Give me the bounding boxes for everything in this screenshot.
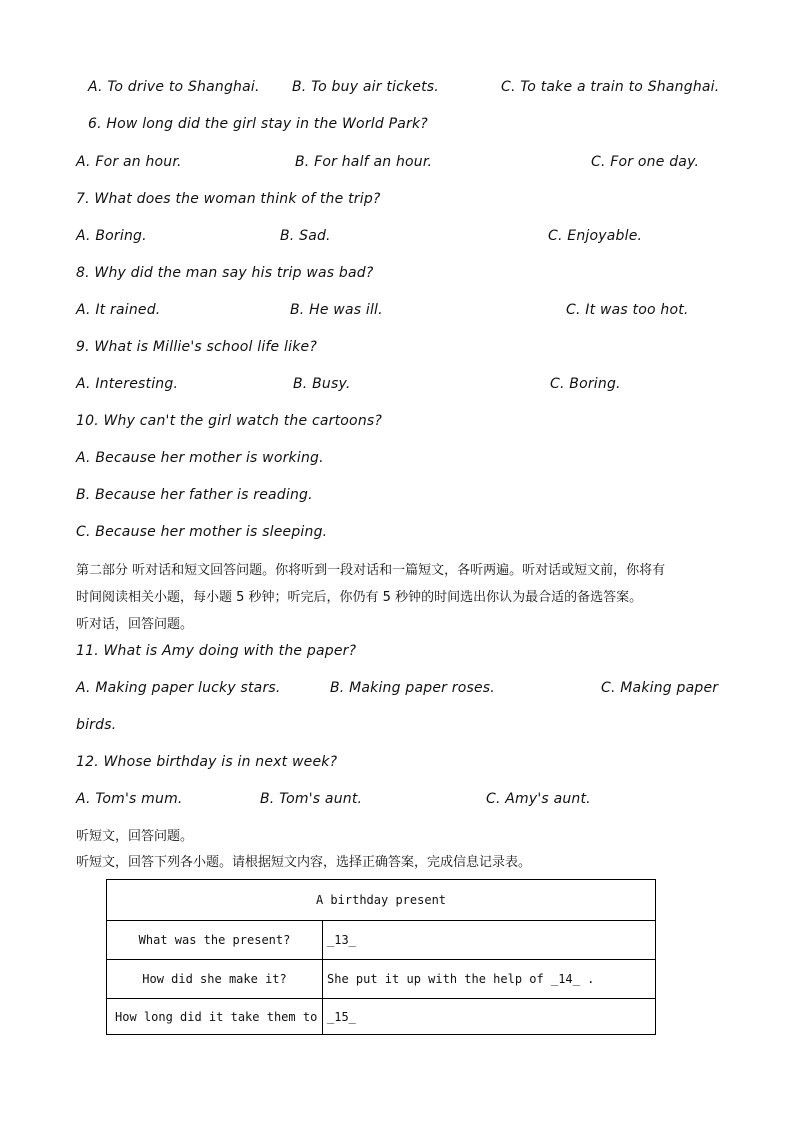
table-row bbox=[107, 960, 656, 999]
q12-option-a: A. Tom's mum. bbox=[76, 791, 183, 807]
passage-instruction: 听短文，回答下列各小题。请根据短文内容，选择正确答案，完成信息记录表。 bbox=[76, 855, 532, 870]
q9-option-a: A. Interesting. bbox=[76, 376, 179, 392]
table-title-row bbox=[107, 880, 656, 921]
q8-question: 8. Why did the man say his trip was bad? bbox=[76, 265, 374, 281]
q9-option-b: B. Busy. bbox=[293, 376, 351, 392]
q5-option-c: C. To take a train to Shanghai. bbox=[501, 79, 720, 95]
q6-option-a: A. For an hour. bbox=[76, 154, 182, 170]
q12-option-b: B. Tom's aunt. bbox=[260, 791, 363, 807]
table-answer-cell: She put it up with the help of _14_ . bbox=[323, 960, 656, 999]
q5-option-a: A. To drive to Shanghai. bbox=[88, 79, 260, 95]
table-question-cell: How did she make it? bbox=[107, 960, 323, 999]
q7-question: 7. What does the woman think of the trip? bbox=[76, 191, 381, 207]
table-title: A birthday present bbox=[107, 880, 656, 921]
q11-option-a: A. Making paper lucky stars. bbox=[76, 680, 281, 696]
q7-option-c: C. Enjoyable. bbox=[548, 228, 643, 244]
q6-option-c: C. For one day. bbox=[591, 154, 700, 170]
q10-option-a: A. Because her mother is working. bbox=[76, 450, 324, 466]
q10-question: 10. Why can't the girl watch the cartoons? bbox=[76, 413, 383, 429]
table-question-cell: What was the present? bbox=[107, 921, 323, 960]
table-answer-cell: _15_ bbox=[323, 999, 656, 1035]
q12-option-c: C. Amy's aunt. bbox=[486, 791, 591, 807]
q6-question: 6. How long did the girl stay in the World Park? bbox=[88, 116, 428, 132]
q10-option-b: B. Because her father is reading. bbox=[76, 487, 313, 503]
q5-option-b: B. To buy air tickets. bbox=[292, 79, 439, 95]
dialogue-label: 听对话，回答问题。 bbox=[76, 617, 194, 632]
q7-option-b: B. Sad. bbox=[280, 228, 331, 244]
q8-option-c: C. It was too hot. bbox=[566, 302, 689, 318]
table-row bbox=[107, 921, 656, 960]
q10-option-c: C. Because her mother is sleeping. bbox=[76, 524, 328, 540]
q11-option-b: B. Making paper roses. bbox=[330, 680, 495, 696]
q12-question: 12. Whose birthday is in next week? bbox=[76, 754, 338, 770]
q6-option-b: B. For half an hour. bbox=[295, 154, 433, 170]
passage-label: 听短文，回答问题。 bbox=[76, 829, 194, 844]
q9-question: 9. What is Millie's school life like? bbox=[76, 339, 317, 355]
q11-option-c-continued: birds. bbox=[76, 717, 117, 733]
table-answer-cell: _13_ bbox=[323, 921, 656, 960]
q7-option-a: A. Boring. bbox=[76, 228, 147, 244]
q8-option-a: A. It rained. bbox=[76, 302, 161, 318]
table-row bbox=[107, 999, 656, 1035]
table-question-cell: How long did it take them to bbox=[107, 999, 323, 1035]
q11-question: 11. What is Amy doing with the paper? bbox=[76, 643, 357, 659]
info-record-table bbox=[106, 879, 656, 1035]
part2-instruction-line2: 时间阅读相关小题，每小题 5 秒钟；听完后，你仍有 5 秒钟的时间选出你认为最合适的备选答案。 bbox=[76, 590, 643, 605]
q8-option-b: B. He was ill. bbox=[290, 302, 383, 318]
part2-instruction-line1: 第二部分 听对话和短文回答问题。你将听到一段对话和一篇短文，各听两遍。听对话或短文前，你将有 bbox=[76, 563, 666, 578]
q9-option-c: C. Boring. bbox=[550, 376, 621, 392]
q11-option-c: C. Making paper bbox=[601, 680, 719, 696]
